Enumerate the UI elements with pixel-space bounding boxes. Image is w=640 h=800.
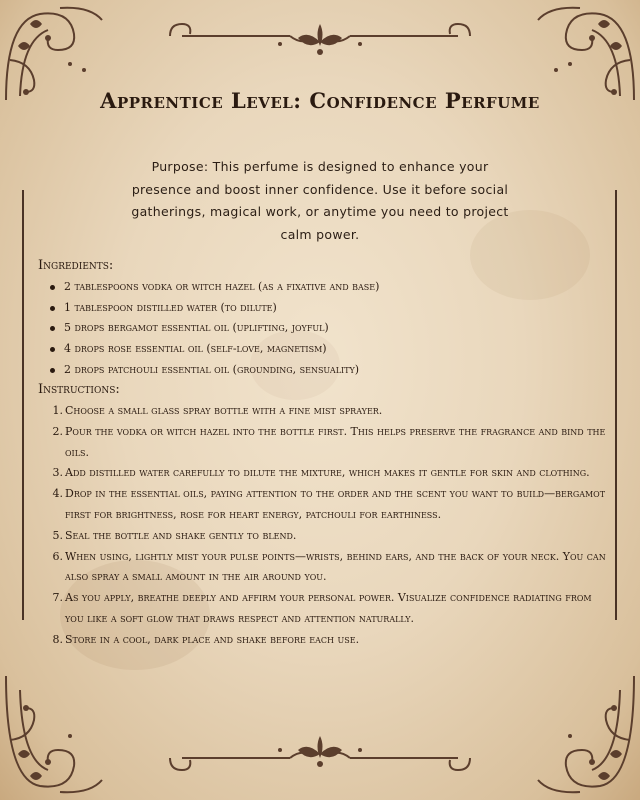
instructions-heading: Instructions:	[38, 382, 120, 397]
list-item	[46, 630, 606, 651]
step-text: Pour the vodka or witch hazel into the bottle first. This helps preserve the fragrance and bind the oils.	[65, 424, 606, 459]
step-text: Drop in the essential oils, paying attention to the order and the scent you want to build—bergamot first for brightness, rose for heart energy, patchouli for earthiness.	[65, 487, 606, 521]
corner-flourish-icon	[530, 670, 640, 800]
corner-flourish-icon	[0, 670, 110, 800]
list-item	[46, 588, 606, 630]
purpose-text: Purpose: This perfume is designed to enhance your presence and boost inner confidence. Use it before social gatherings, magical work, or anytime you need to project calm power.	[131, 159, 509, 242]
step-number: 4.	[52, 487, 63, 501]
bottom-scroll-ornament-icon	[160, 730, 480, 780]
list-item: 5 drops bergamot essential oil (uplifting, joyful)	[48, 318, 379, 339]
list-item	[46, 526, 606, 547]
list-item	[46, 401, 606, 422]
ingredients-list	[48, 277, 379, 380]
step-text: Store in a cool, dark place and shake before each use.	[65, 632, 360, 646]
list-item	[46, 422, 606, 464]
list-item	[46, 484, 606, 526]
step-number: 6.	[52, 549, 63, 563]
step-number: 7.	[52, 591, 63, 605]
page-title: Apprentice Level: Confidence Perfume	[100, 88, 540, 113]
step-number: 5.	[52, 528, 63, 542]
right-border-rule	[615, 190, 617, 620]
list-item	[46, 547, 606, 589]
instructions-list	[46, 401, 606, 651]
step-number: 2.	[52, 424, 63, 438]
left-border-rule	[22, 190, 24, 620]
step-number: 8.	[52, 632, 63, 646]
step-text: Choose a small glass spray bottle with a fine mist sprayer.	[65, 404, 383, 417]
step-text: Add distilled water carefully to dilute the mixture, which makes it gentle for skin and clothing.	[65, 466, 590, 480]
list-item: 1 tablespoon distilled water (to dilute)	[48, 298, 379, 319]
step-text: When using, lightly mist your pulse points—wrists, behind ears, and the back of your neck. You can also spray a small amount in the air around you.	[65, 549, 606, 584]
list-item	[46, 463, 606, 484]
step-number: 1.	[52, 404, 63, 417]
list-item: 4 drops rose essential oil (self-love, magnetism)	[48, 339, 379, 360]
step-text: As you apply, breathe deeply and affirm your personal power. Visualize confidence radiating from you like a soft glow that draws respect and attention naturally.	[65, 591, 592, 625]
list-item: 2 drops patchouli essential oil (grounding, sensuality)	[48, 360, 379, 381]
step-number: 3.	[52, 466, 63, 480]
list-item: 2 tablespoons vodka or witch hazel (as a fixative and base)	[48, 277, 379, 298]
step-text: Seal the bottle and shake gently to blend.	[65, 528, 297, 542]
top-scroll-ornament-icon	[160, 14, 480, 64]
ingredients-heading: Ingredients:	[38, 258, 114, 273]
